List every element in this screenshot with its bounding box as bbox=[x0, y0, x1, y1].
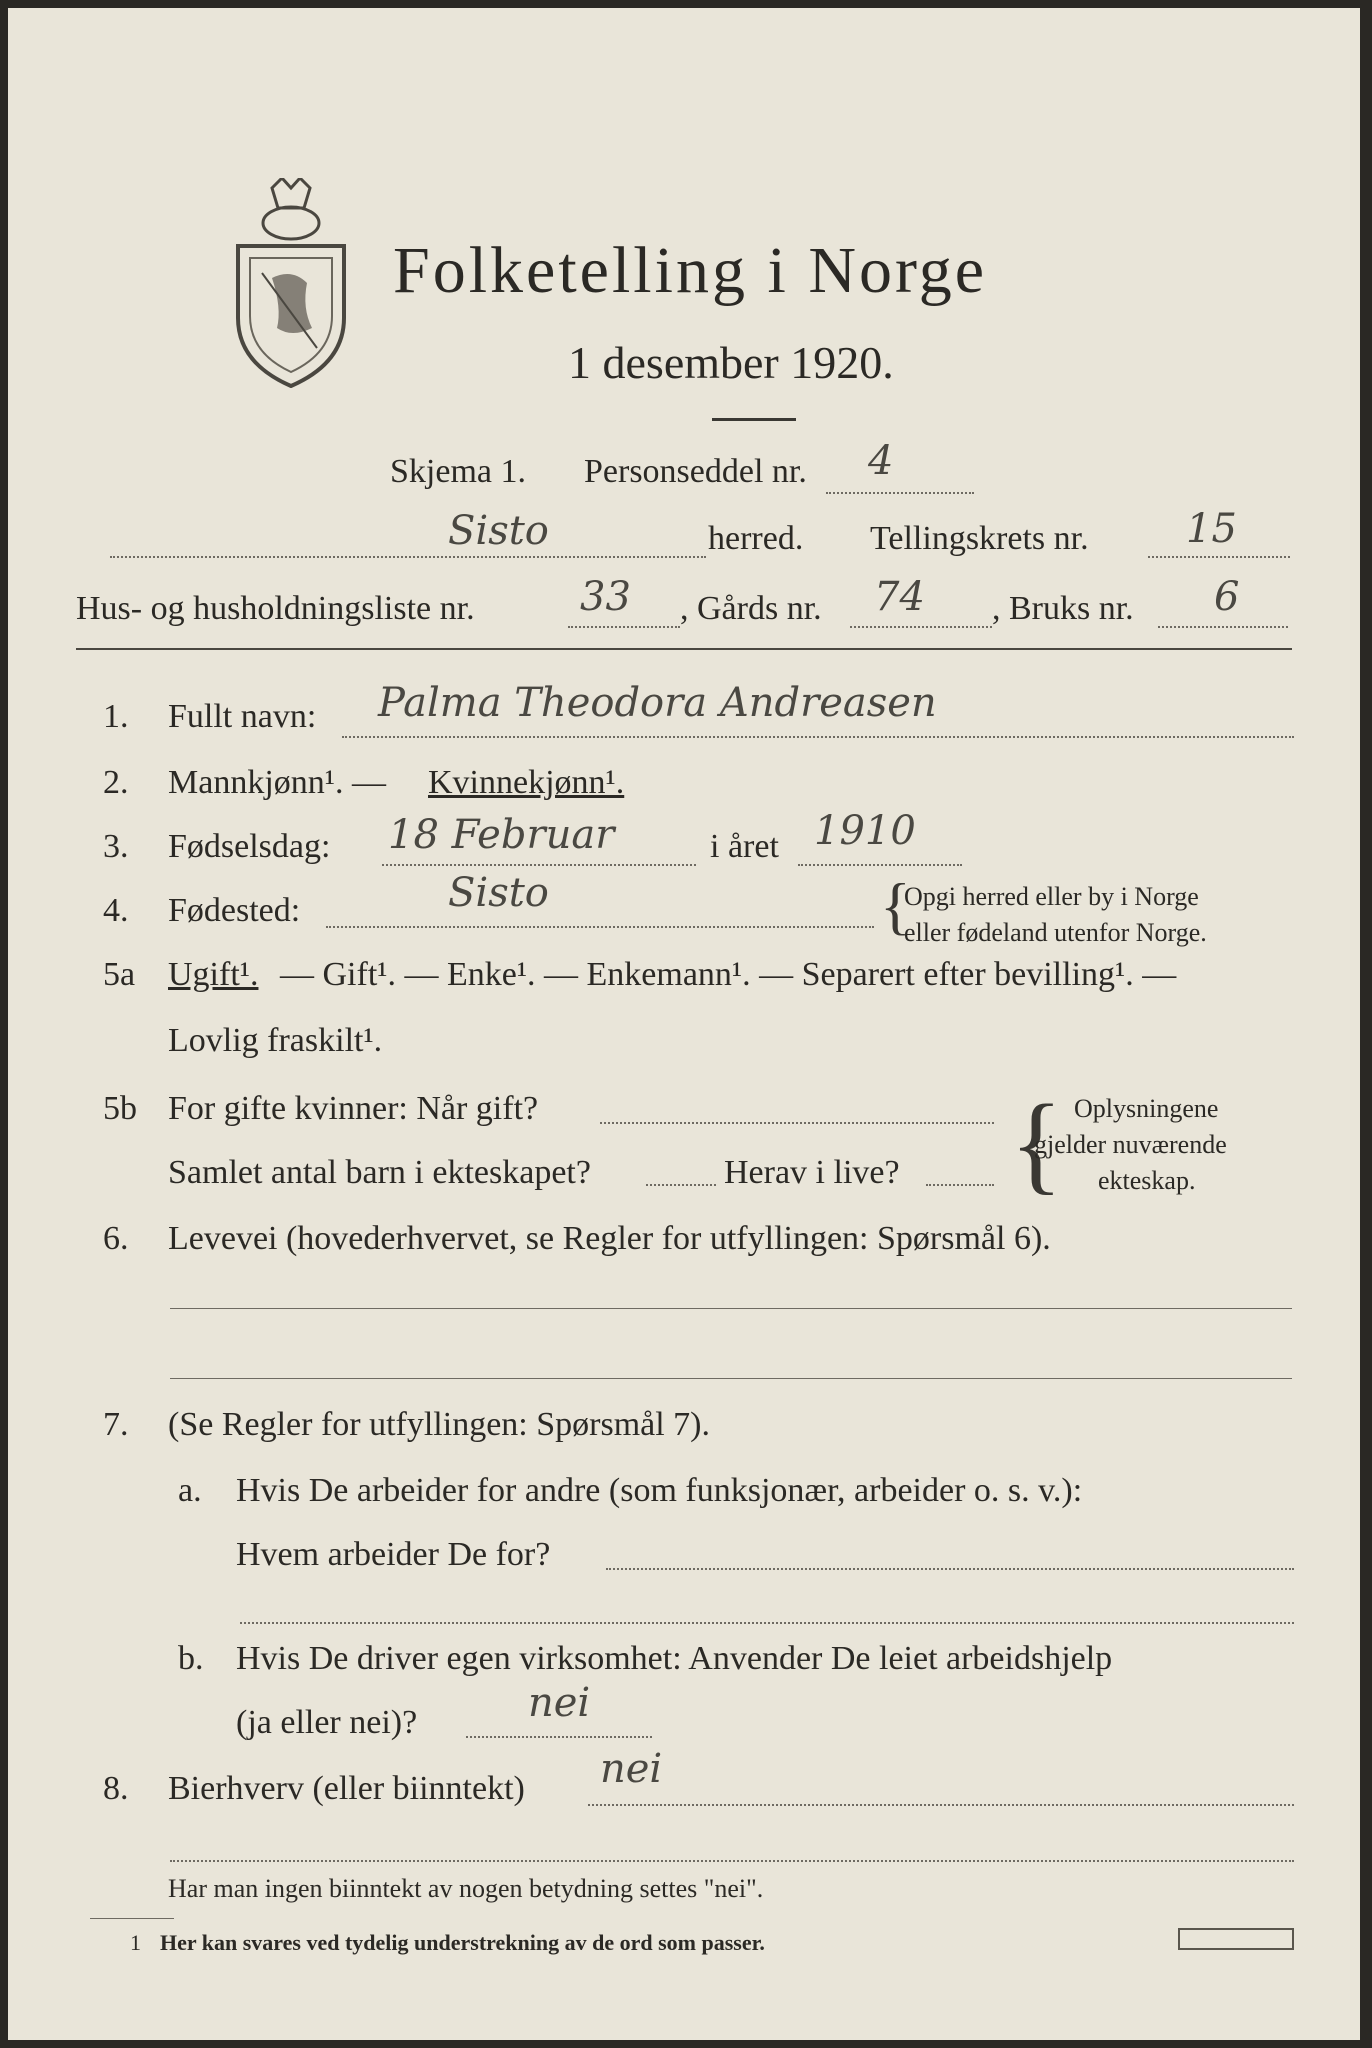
herred-label: herred. bbox=[708, 520, 804, 557]
bruks-line bbox=[1158, 626, 1288, 628]
q2-male: Mannkjønn¹. — bbox=[168, 764, 386, 801]
q3-value: 18 Februar bbox=[388, 812, 615, 858]
q4-label: Fødested: bbox=[168, 892, 301, 929]
q5a-ugift: Ugift¹. bbox=[168, 956, 259, 993]
q7b-line1: Hvis De driver egen virksomhet: Anvender De leiet arbeidshjelp bbox=[236, 1640, 1113, 1677]
tellingskrets-value: 15 bbox=[1186, 506, 1237, 552]
q7b-fill bbox=[466, 1736, 652, 1738]
q7a-line2: Hvem arbeider De for? bbox=[236, 1536, 551, 1573]
gards-label: , Gårds nr. bbox=[680, 590, 822, 627]
q6-line-2 bbox=[170, 1378, 1292, 1379]
q4-brace: { bbox=[880, 870, 911, 941]
gards-line bbox=[850, 626, 992, 628]
q6-number: 6. bbox=[103, 1220, 129, 1257]
form-title: Folketelling i Norge bbox=[393, 234, 988, 307]
q5b-line1-fill bbox=[600, 1122, 994, 1124]
title-divider bbox=[712, 418, 796, 421]
q1-label: Fullt navn: bbox=[168, 698, 317, 735]
q3-number: 3. bbox=[103, 828, 129, 865]
q3-year-label: i året bbox=[710, 828, 779, 865]
q5a-number: 5a bbox=[103, 956, 136, 993]
q1-line bbox=[342, 736, 1294, 738]
q8-fill-2 bbox=[170, 1860, 1294, 1862]
q7-label: (Se Regler for utfyllingen: Spørsmål 7). bbox=[168, 1406, 711, 1443]
q5b-alive: Herav i live? bbox=[724, 1154, 900, 1191]
q5b-children: Samlet antal barn i ekteskapet? bbox=[168, 1154, 591, 1191]
footnote-rule bbox=[90, 1918, 174, 1919]
q5a-options: — Gift¹. — Enke¹. — Enkemann¹. — Separert efter bevilling¹. — bbox=[280, 956, 1177, 993]
q5b-note-2: gjelder nuværende bbox=[1034, 1130, 1227, 1159]
q7b-line2: (ja eller nei)? bbox=[236, 1704, 418, 1741]
census-form bbox=[8, 8, 1360, 2040]
q7b-value: nei bbox=[528, 1680, 591, 1726]
q6-line-1 bbox=[170, 1308, 1292, 1309]
hus-line bbox=[568, 626, 680, 628]
q8-number: 8. bbox=[103, 1770, 129, 1807]
hus-value: 33 bbox=[580, 574, 631, 620]
q5a-line2: Lovlig fraskilt¹. bbox=[168, 1022, 383, 1059]
printer-stamp bbox=[1178, 1928, 1294, 1950]
q3-year-line bbox=[798, 864, 962, 866]
personseddel-label: Personseddel nr. bbox=[584, 453, 807, 490]
q5b-note-3: ekteskap. bbox=[1098, 1166, 1196, 1195]
gards-value: 74 bbox=[874, 574, 925, 620]
q1-number: 1. bbox=[103, 698, 129, 735]
bruks-value: 6 bbox=[1214, 574, 1240, 620]
tellingskrets-line bbox=[1148, 556, 1290, 558]
footnote-number: 1 bbox=[130, 1930, 141, 1955]
coat-of-arms-icon bbox=[232, 178, 350, 388]
q8-value: nei bbox=[600, 1746, 663, 1792]
personseddel-line bbox=[826, 492, 974, 494]
q4-note-2: eller fødeland utenfor Norge. bbox=[904, 918, 1207, 947]
herred-value: Sisto bbox=[448, 508, 549, 554]
personseddel-value: 4 bbox=[868, 438, 894, 484]
q1-value: Palma Theodora Andreasen bbox=[378, 680, 937, 726]
q4-value: Sisto bbox=[448, 870, 549, 916]
q7-number: 7. bbox=[103, 1406, 129, 1443]
schema-label: Skjema 1. bbox=[390, 453, 526, 490]
tellingskrets-label: Tellingskrets nr. bbox=[870, 520, 1089, 557]
q7a-fill-1 bbox=[606, 1568, 1294, 1570]
q3-line bbox=[382, 864, 696, 866]
census-date: 1 desember 1920. bbox=[568, 337, 894, 388]
q5b-note-1: Oplysningene bbox=[1074, 1094, 1219, 1123]
q7b-letter: b. bbox=[178, 1640, 204, 1677]
q4-line bbox=[326, 926, 874, 928]
q4-number: 4. bbox=[103, 892, 129, 929]
q2-number: 2. bbox=[103, 764, 129, 801]
q3-label: Fødselsdag: bbox=[168, 828, 331, 865]
q8-fill bbox=[588, 1804, 1294, 1806]
q3-year-value: 1910 bbox=[814, 808, 916, 854]
hus-label: Hus- og husholdningsliste nr. bbox=[76, 590, 475, 627]
q5b-line1: For gifte kvinner: Når gift? bbox=[168, 1090, 539, 1127]
q7a-fill-2 bbox=[240, 1622, 1294, 1624]
bruks-label: , Bruks nr. bbox=[992, 590, 1134, 627]
q5b-alive-fill bbox=[926, 1184, 994, 1186]
q5b-children-fill bbox=[646, 1184, 716, 1186]
q4-note-1: Opgi herred eller by i Norge bbox=[904, 882, 1199, 911]
q6-label: Levevei (hovederhvervet, se Regler for utfyllingen: Spørsmål 6). bbox=[168, 1220, 1051, 1257]
herred-line bbox=[110, 556, 706, 558]
q2-female: Kvinnekjønn¹. bbox=[428, 764, 625, 801]
q7a-letter: a. bbox=[178, 1472, 202, 1509]
q8-label: Bierhverv (eller biinntekt) bbox=[168, 1770, 525, 1807]
header-divider bbox=[76, 648, 1292, 650]
q5b-number: 5b bbox=[103, 1090, 137, 1127]
q5b-brace: { bbox=[1010, 1082, 1063, 1204]
nei-note: Har man ingen biinntekt av nogen betydning settes "nei". bbox=[168, 1874, 764, 1903]
footnote-text: Her kan svares ved tydelig understrekning av de ord som passer. bbox=[160, 1930, 765, 1955]
q7a-line1: Hvis De arbeider for andre (som funksjonær, arbeider o. s. v.): bbox=[236, 1472, 1083, 1509]
